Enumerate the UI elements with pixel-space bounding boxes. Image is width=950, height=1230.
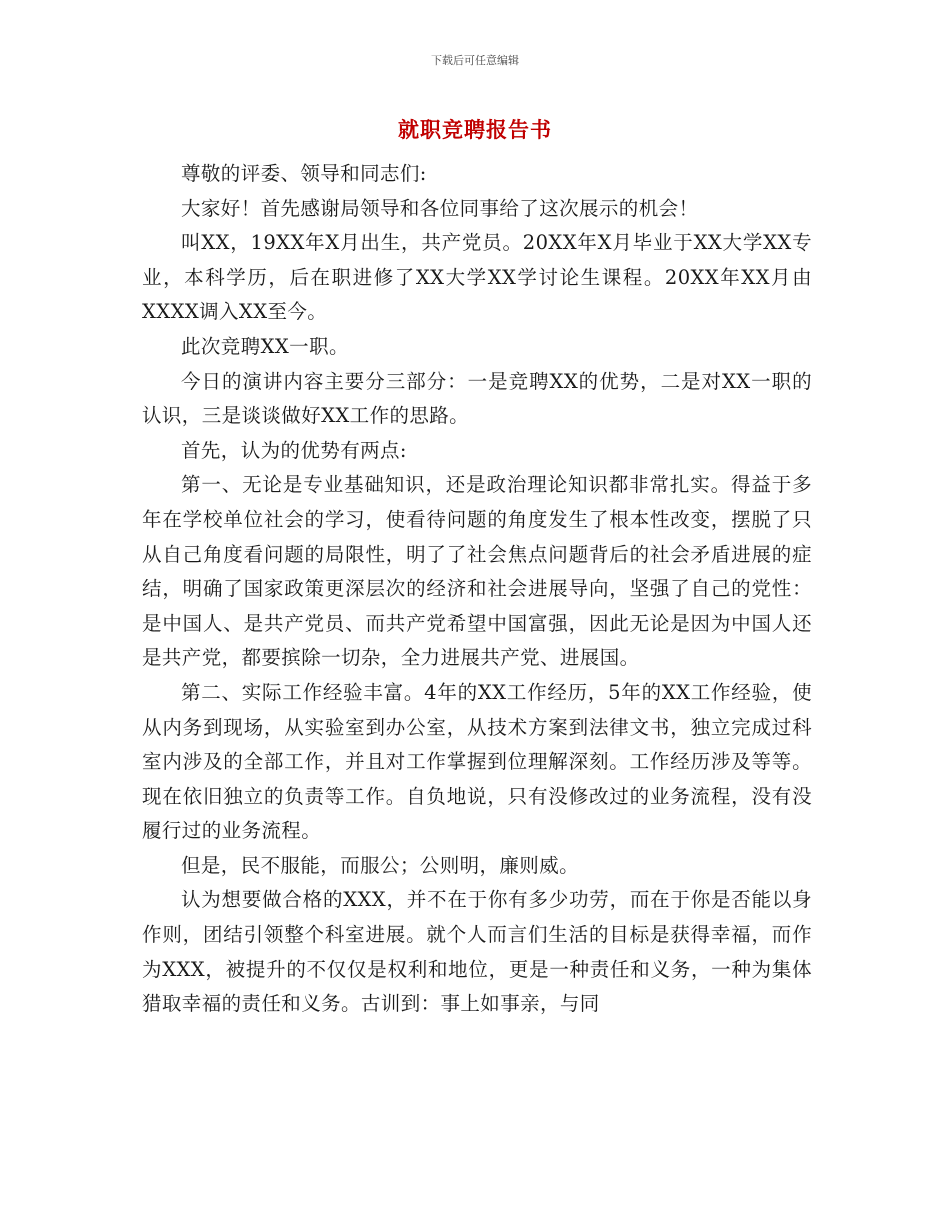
paragraph-advantages-intro: 首先，认为的优势有两点: — [181, 438, 407, 462]
paragraph-outline: 今日的演讲内容主要分三部分：一是竞聘XX的优势，二是对XX一职的认识，三是谈谈做好XX工作的思路。 — [142, 369, 812, 428]
paragraph-maxim: 但是，民不服能，而服公；公则明，廉则威。 — [181, 853, 580, 877]
document-title: 就职竞聘报告书 — [398, 117, 552, 142]
paragraph-advantage-two: 第二、实际工作经验丰富。4年的XX工作经历，5年的XX工作经验，使从内务到现场，从实验室到办公室，从技术方案到法律文书，独立完成过科室内涉及的全部工作，并且对工作掌握到位理解深刻。工作经历涉及等等。现在依旧独立的负责等工作。自负地说，只有没修改过的业务流程，没有没履行过的业务流程。 — [142, 680, 812, 843]
header-note: 下载后可任意编辑 — [431, 54, 519, 67]
paragraph-view: 认为想要做合格的XXX，并不在于你有多少功劳，而在于你是否能以身作则，团结引领整个科室进展。就个人而言们生活的目标是获得幸福，而作为XXX，被提升的不仅仅是权利和地位，更是一种责任和义务，一种为集体猎取幸福的责任和义务。古训到：事上如事亲，与同 — [142, 888, 812, 1016]
paragraph-self-intro: 叫XX，19XX年X月出生，共产党员。20XX年X月毕业于XX大学XX专业，本科学历，后在职进修了XX大学XX学讨论生课程。20XX年XX月由XXXX调入XX至今。 — [142, 231, 812, 324]
paragraph-advantage-one: 第一、无论是专业基础知识，还是政治理论知识都非常扎实。得益于多年在学校单位社会的学习，使看待问题的角度发生了根本性改变，摆脱了只从自己角度看问题的局限性，明了了社会焦点问题背后的社会矛盾进展的症结，明确了国家政策更深层次的经济和社会进展导向，坚强了自己的党性：是中国人、是共产党员、而共产党希望中国富强，因此无论是因为中国人还是共产党，都要摈除一切杂，全力进展共产党、进展国。 — [142, 473, 812, 670]
paragraph-salutation: 尊敬的评委、领导和同志们: — [181, 162, 427, 185]
document-body — [142, 157, 812, 1022]
paragraph-greeting: 大家好！首先感谢局领导和各位同事给了这次展示的机会！ — [181, 196, 699, 220]
paragraph-position: 此次竞聘XX一职。 — [181, 334, 349, 358]
